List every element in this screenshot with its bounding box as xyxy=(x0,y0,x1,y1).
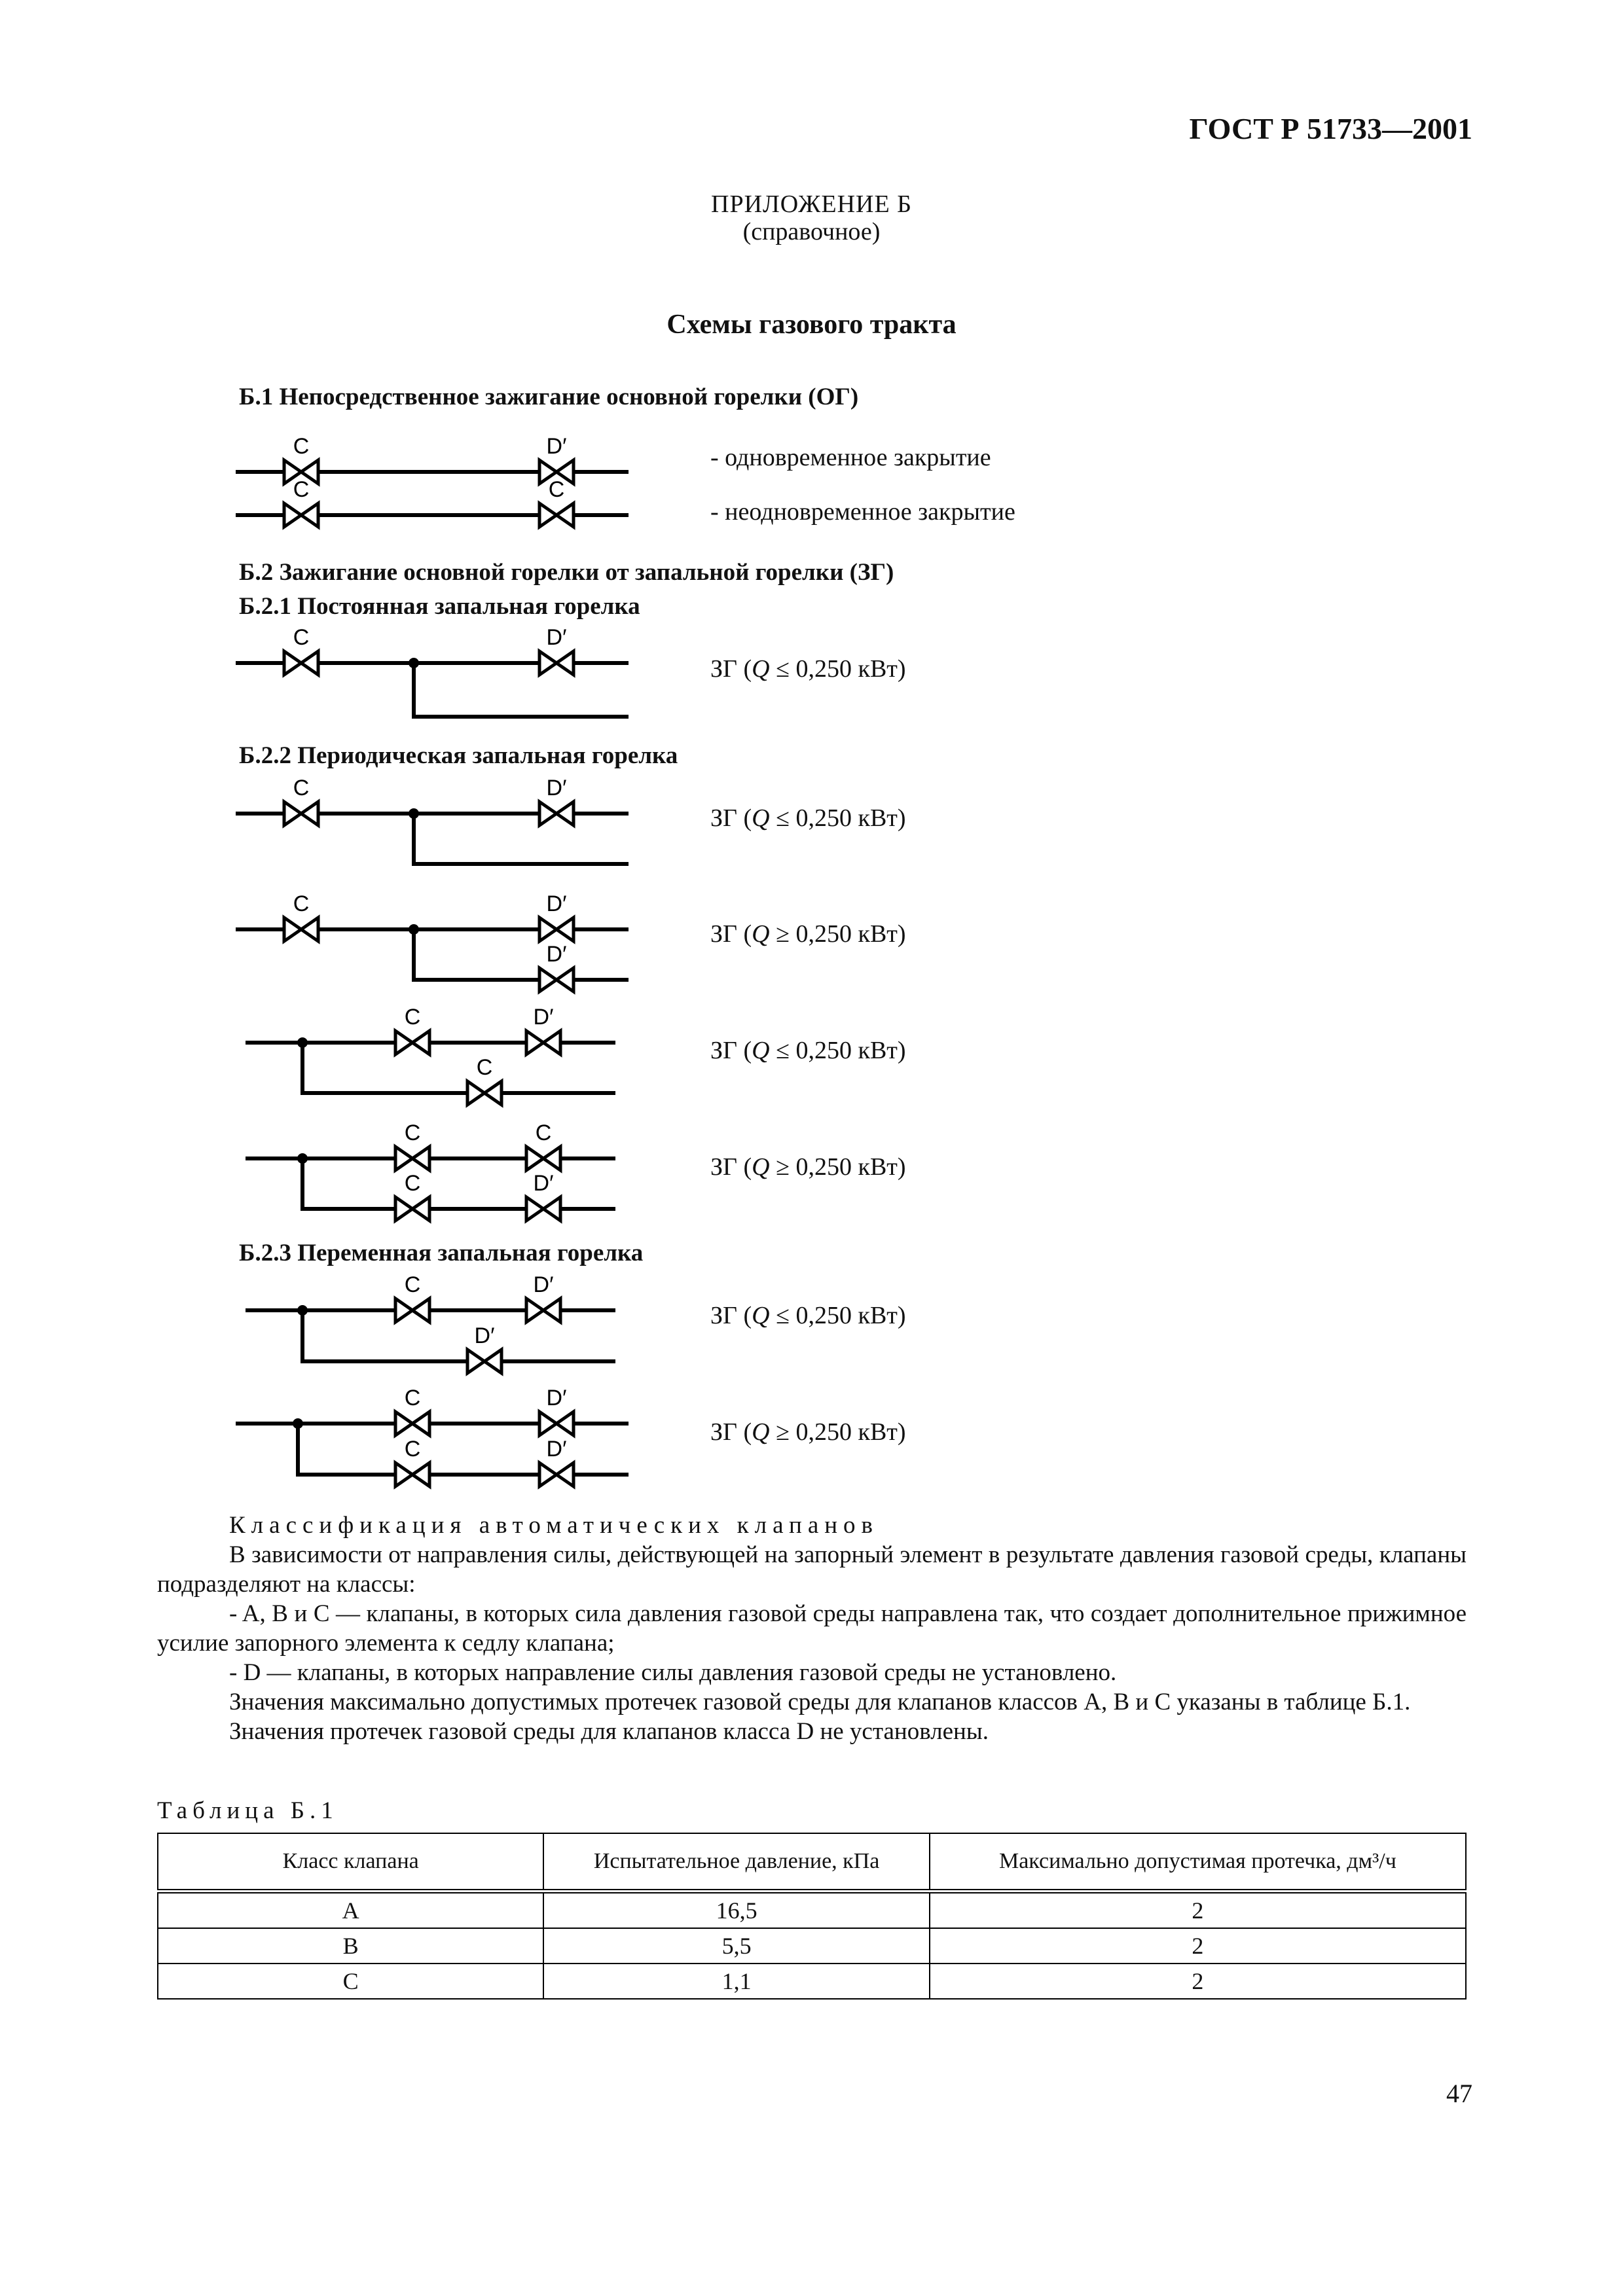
valve-icon xyxy=(395,1386,429,1437)
valve-label: D′ xyxy=(546,942,567,967)
valve-label: C xyxy=(548,477,565,502)
table-cell: A xyxy=(158,1892,543,1929)
heading-b1: Б.1 Непосредственное зажигание основной горелки (ОГ) xyxy=(239,384,859,410)
heading-b21: Б.2.1 Постоянная запальная горелка xyxy=(239,593,640,620)
valve-label: C xyxy=(404,1386,421,1410)
valve-label: D′ xyxy=(474,1323,495,1348)
column-header: Максимально допустимая протечка, дм³/ч xyxy=(930,1833,1466,1892)
table-cell: 2 xyxy=(930,1892,1466,1929)
table-cell: 2 xyxy=(930,1928,1466,1964)
valve-label: C xyxy=(476,1055,493,1080)
label-nonsimultaneous-closing: - неодновременное закрытие xyxy=(710,498,1015,526)
table-row xyxy=(158,1892,1466,1929)
valve-class-table xyxy=(157,1833,1467,2000)
table-cell: C xyxy=(158,1964,543,1999)
formula-label: ЗГ (Q ≤ 0,250 кВт) xyxy=(710,1302,906,1329)
section-title: Схемы газового тракта xyxy=(666,310,957,340)
valve-icon xyxy=(539,625,574,676)
paragraph: Значения максимально допустимых протечек газовой среды для клапанов классов A, B и C указаны в таблице Б.1. xyxy=(229,1689,1411,1715)
heading-b22: Б.2.2 Периодическая запальная горелка xyxy=(239,742,678,769)
table-cell: 2 xyxy=(930,1964,1466,1999)
valve-icon xyxy=(467,1323,501,1374)
valve-label: C xyxy=(535,1121,552,1145)
valve-label: C xyxy=(404,1171,421,1196)
valve-icon xyxy=(539,776,574,827)
valve-icon xyxy=(395,1005,429,1056)
paragraph: Значения протечек газовой среды для клапанов класса D не установлены. xyxy=(229,1718,989,1745)
valve-icon xyxy=(395,1272,429,1323)
valve-label: D′ xyxy=(533,1272,554,1297)
paragraph: - A, B и C — клапаны, в которых сила давления газовой среды направлена так, что создает дополнительное прижимное усилие запорного элемента к седлу клапана; xyxy=(157,1600,1467,1657)
heading-b2: Б.2 Зажигание основной горелки от запальной горелки (ЗГ) xyxy=(239,559,894,586)
valve-label: C xyxy=(293,434,310,459)
classification-section xyxy=(157,1511,1467,1746)
table-cell: 1,1 xyxy=(543,1964,930,1999)
formula-label: ЗГ (Q ≤ 0,250 кВт) xyxy=(710,804,906,832)
valve-icon xyxy=(539,1386,574,1437)
table-row xyxy=(158,1964,1466,1999)
formula-label: ЗГ (Q ≥ 0,250 кВт) xyxy=(710,1418,906,1446)
valve-label: D′ xyxy=(533,1171,554,1196)
valve-icon xyxy=(526,1005,560,1056)
valve-label: C xyxy=(404,1005,421,1030)
valve-label: D′ xyxy=(546,1386,567,1410)
valve-label: C xyxy=(293,477,310,502)
valve-icon xyxy=(395,1121,429,1172)
valve-label: D′ xyxy=(546,625,567,650)
valve-icon xyxy=(284,891,318,942)
standard-designation: ГОСТ Р 51733—2001 xyxy=(1189,112,1472,145)
formula-label: ЗГ (Q ≥ 0,250 кВт) xyxy=(710,1153,906,1181)
appendix-title: ПРИЛОЖЕНИЕ Б xyxy=(711,190,912,218)
page-number: 47 xyxy=(1446,2079,1472,2108)
appendix-subtitle: (справочное) xyxy=(742,218,881,245)
paragraph: - D — клапаны, в которых направление силы давления газовой среды не установлено. xyxy=(229,1659,1117,1686)
valve-icon xyxy=(526,1121,560,1172)
formula-label: ЗГ (Q ≤ 0,250 кВт) xyxy=(710,1037,906,1064)
valve-icon xyxy=(467,1055,501,1106)
valve-icon xyxy=(539,891,574,942)
label-simultaneous-closing: - одновременное закрытие xyxy=(710,444,991,471)
valve-icon xyxy=(539,942,574,993)
formula-label: ЗГ (Q ≥ 0,250 кВт) xyxy=(710,920,906,948)
valve-label: D′ xyxy=(546,891,567,916)
valve-label: C xyxy=(404,1121,421,1145)
valve-label: C xyxy=(404,1437,421,1462)
table-row xyxy=(158,1928,1466,1964)
valve-label: D′ xyxy=(546,434,567,459)
valve-icon xyxy=(284,776,318,827)
table-cell: B xyxy=(158,1928,543,1964)
valve-icon xyxy=(539,1437,574,1488)
valve-label: C xyxy=(293,891,310,916)
table-cell: 16,5 xyxy=(543,1892,930,1929)
valve-icon xyxy=(395,1171,429,1222)
table-caption: Таблица Б.1 xyxy=(157,1797,338,1824)
valve-label: C xyxy=(293,776,310,800)
column-header: Класс клапана xyxy=(158,1833,543,1892)
heading-b23: Б.2.3 Переменная запальная горелка xyxy=(239,1240,644,1266)
valve-label: D′ xyxy=(546,776,567,800)
valve-icon xyxy=(526,1272,560,1323)
formula-label: ЗГ (Q ≤ 0,250 кВт) xyxy=(710,655,906,683)
paragraph: В зависимости от направления силы, действующей на запорный элемент в результате давления газовой среды, клапаны подразделяют на классы: xyxy=(157,1541,1467,1598)
valve-label: C xyxy=(404,1272,421,1297)
valve-icon xyxy=(526,1171,560,1222)
table-cell: 5,5 xyxy=(543,1928,930,1964)
valve-label: C xyxy=(293,625,310,650)
valve-label: D′ xyxy=(533,1005,554,1030)
valve-label: D′ xyxy=(546,1437,567,1462)
table-header-row xyxy=(158,1833,1466,1892)
valve-icon xyxy=(395,1437,429,1488)
classification-title: Классификация автоматических клапанов xyxy=(229,1512,879,1539)
column-header: Испытательное давление, кПа xyxy=(543,1833,930,1892)
valve-icon xyxy=(284,625,318,676)
